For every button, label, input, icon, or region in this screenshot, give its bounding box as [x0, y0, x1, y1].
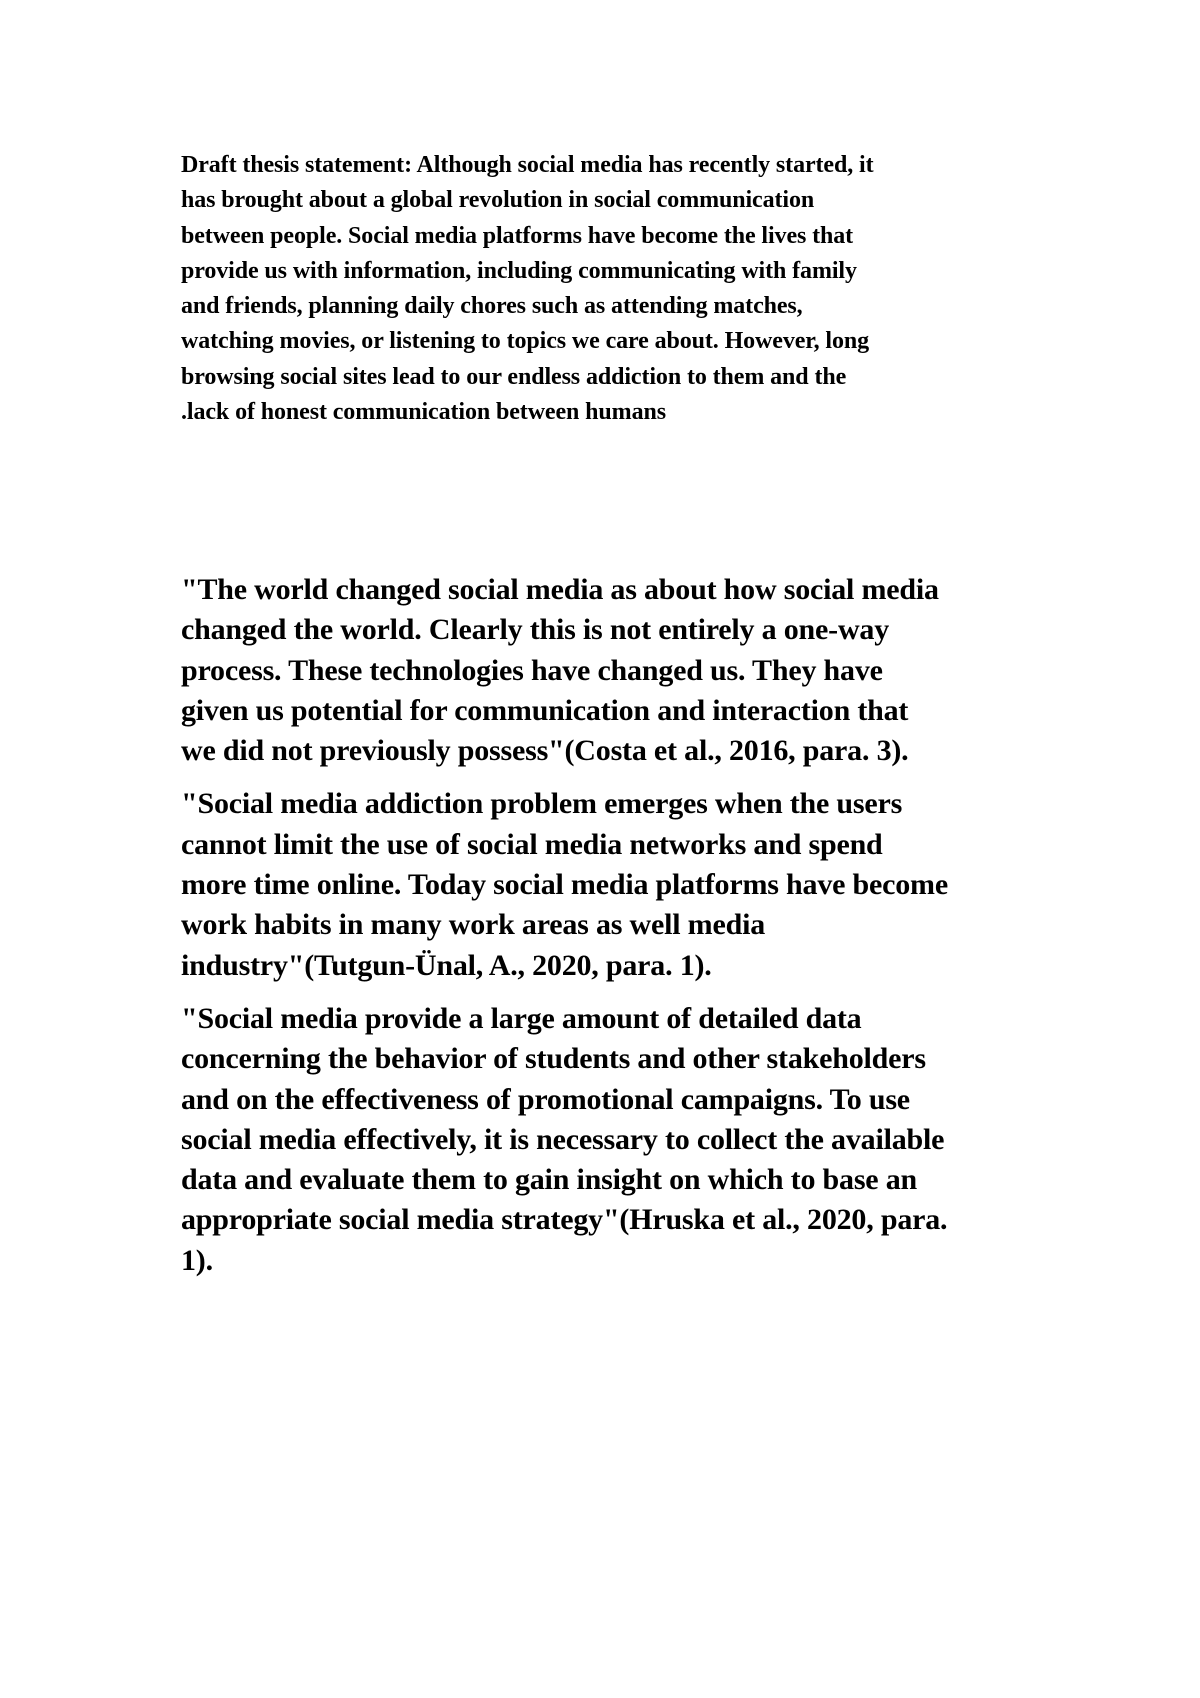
quote-line: work habits in many work areas as well media — [181, 908, 766, 942]
quote-line: process. These technologies have changed us. They have — [181, 653, 883, 687]
quote-line: social media effectively, it is necessary to collect the available — [181, 1122, 945, 1156]
quote-line: data and evaluate them to gain insight on which to base an — [181, 1163, 917, 1197]
quote-costa — [181, 570, 1081, 771]
thesis-line: provide us with information, including communicating with family — [181, 257, 857, 284]
quote-line: 1). — [181, 1243, 213, 1277]
quote-line: industry"(Tutgun-Ünal, A., 2020, para. 1). — [181, 948, 712, 982]
thesis-line: watching movies, or listening to topics we care about. However, long — [181, 328, 870, 355]
quote-line: "Social media provide a large amount of detailed data — [181, 1001, 862, 1035]
quote-line: concerning the behavior of students and other stakeholders — [181, 1042, 926, 1076]
thesis-line: .lack of honest communication between humans — [181, 399, 666, 426]
quotes-section — [181, 570, 1081, 1294]
quote-line: cannot limit the use of social media networks and spend — [181, 827, 883, 861]
thesis-line: has brought about a global revolution in social communication — [181, 187, 815, 214]
thesis-line: Draft thesis statement: Although social media has recently started, it — [181, 152, 874, 178]
quote-line: appropriate social media strategy"(Hruska et al., 2020, para. — [181, 1203, 948, 1237]
thesis-statement — [181, 148, 1061, 430]
quote-line: changed the world. Clearly this is not entirely a one-way — [181, 613, 890, 647]
quote-line: "The world changed social media as about how social media — [181, 573, 939, 606]
quote-tutgun-unal — [181, 784, 1081, 985]
quote-line: and on the effectiveness of promotional campaigns. To use — [181, 1082, 910, 1116]
thesis-line: between people. Social media platforms have become the lives that — [181, 222, 854, 249]
quote-line: "Social media addiction problem emerges when the users — [181, 787, 903, 821]
quote-line: more time online. Today social media platforms have become — [181, 868, 948, 902]
quote-hruska — [181, 999, 1081, 1281]
thesis-line: and friends, planning daily chores such as attending matches, — [181, 293, 803, 320]
thesis-line: browsing social sites lead to our endless addiction to them and the — [181, 363, 847, 390]
quote-line: given us potential for communication and interaction that — [181, 693, 909, 727]
quote-line: we did not previously possess"(Costa et al., 2016, para. 3). — [181, 734, 909, 768]
